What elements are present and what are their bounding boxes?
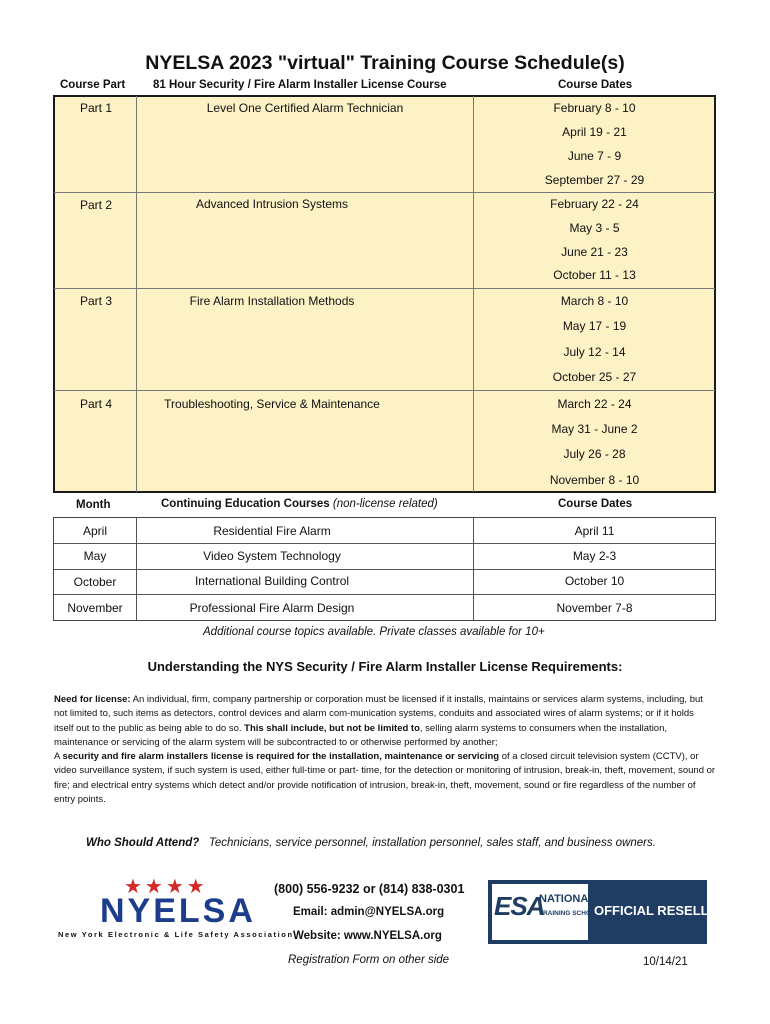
ce-course: Video System Technology	[203, 549, 341, 563]
course-date: September 27 - 29	[544, 173, 645, 187]
additional-note: Additional course topics available. Private classes available for 10+	[203, 626, 545, 638]
requirements-heading: Understanding the NYS Security / Fire Alarm Installer License Requirements:	[147, 659, 623, 674]
ce-date: May 2-3	[572, 549, 617, 563]
part-label: Part 2	[80, 198, 113, 212]
official-reseller-label: OFFICIAL RESELLER	[594, 903, 727, 918]
course-date: February 8 - 10	[553, 101, 636, 115]
row-divider	[54, 192, 715, 193]
header-license-course: 81 Hour Security / Fire Alarm Installer License Course	[153, 79, 447, 91]
course-date: June 7 - 9	[567, 149, 622, 163]
ce-month: May	[83, 549, 107, 563]
security-license-paragraph: A security and fire alarm installers license is required for the installation, maintenance or servicing of a closed circuit television system (CCTV), or video surveillance system, if such system is used, either full-time or part- time, for the detection or monitoring of intrusion, break-in, theft, movement, sound or fire; and electrical entry systems which detect and/or provide notification of intrusion, break-in, theft, movement, sound or fire regardless of the number of entry points.	[54, 751, 716, 806]
ce-date: November 7-8	[556, 601, 633, 615]
course-date: November 8 - 10	[549, 473, 640, 487]
course-name: Troubleshooting, Service & Maintenance	[164, 397, 380, 411]
phone-number: (800) 556-9232 or (814) 838-0301	[274, 882, 465, 896]
requirements-text	[54, 693, 716, 807]
row-divider	[54, 390, 715, 391]
ce-date: October 10	[564, 574, 625, 588]
course-date: June 21 - 23	[561, 245, 628, 259]
course-date: July 26 - 28	[563, 447, 626, 461]
ce-month: April	[82, 524, 107, 538]
ce-course: Professional Fire Alarm Design	[189, 601, 355, 615]
website-link[interactable]: Website: www.NYELSA.org	[293, 930, 442, 942]
part-label: Part 4	[80, 397, 113, 411]
header-month: Month	[76, 499, 111, 511]
page-title: NYELSA 2023 "virtual" Training Course Schedule(s)	[145, 52, 625, 74]
course-date: April 19 - 21	[562, 125, 627, 139]
esa-national: NATIONAL	[539, 893, 596, 905]
ce-course: Residential Fire Alarm	[213, 524, 331, 538]
date-code: 10/14/21	[643, 956, 688, 968]
course-date: October 11 - 13	[553, 268, 636, 282]
who-should-attend: Who Should Attend? Technicians, service personnel, installation personnel, sales staff, and business owners.	[86, 837, 656, 849]
need-for-license-paragraph: Need for license: An individual, firm, company partnership or corporation must be licensed if it installs, maintains or services alarm systems, including, but not limited to, such items as detectors, control devices and alarm com-munication systems, conduits and associated wires of alarm systems; or if it holds itself out to the public as being able to do so. This shall include, but not be limited to, selling alarm systems to consumers when the installation, maintenance or servicing of the alarm system will be subcontracted to or otherwise performed by another;	[54, 694, 703, 748]
header-ce-courses: Continuing Education Courses (non-license related)	[161, 498, 438, 510]
course-date: March 22 - 24	[557, 397, 632, 411]
esa-training-school: TRAINING SCHOOL	[539, 910, 601, 917]
course-date: October 25 - 27	[552, 370, 637, 384]
row-divider	[54, 594, 715, 595]
header-course-dates: Course Dates	[558, 79, 633, 91]
course-name: Advanced Intrusion Systems	[195, 197, 349, 211]
course-date: February 22 - 24	[550, 197, 639, 211]
course-date: May 31 - June 2	[551, 422, 638, 436]
course-name: Level One Certified Alarm Technician	[206, 101, 404, 115]
course-date: March 8 - 10	[560, 294, 629, 308]
esa-logo: ESA	[494, 891, 545, 921]
email-link[interactable]: Email: admin@NYELSA.org	[293, 906, 445, 918]
row-divider	[54, 569, 715, 570]
ce-course: International Building Control	[194, 574, 350, 588]
logo-tagline: New York Electronic & Life Safety Association	[58, 930, 294, 939]
course-date: July 12 - 14	[563, 345, 626, 359]
registration-note: Registration Form on other side	[288, 954, 450, 966]
course-date: May 3 - 5	[569, 221, 620, 235]
ce-month: November	[67, 601, 123, 615]
course-name: Fire Alarm Installation Methods	[189, 294, 355, 308]
star-icon: ★★★★	[124, 876, 208, 898]
row-divider	[54, 288, 715, 289]
ce-month: October	[73, 575, 117, 589]
part-label: Part 3	[80, 294, 113, 308]
row-divider	[54, 543, 715, 544]
header-course-part: Course Part	[60, 79, 126, 91]
course-date: May 17 - 19	[562, 319, 627, 333]
part-label: Part 1	[80, 101, 113, 115]
ce-date: April 11	[574, 524, 615, 538]
nyelsa-logo: NYELSA	[100, 892, 256, 930]
header-ce-dates: Course Dates	[558, 498, 633, 510]
